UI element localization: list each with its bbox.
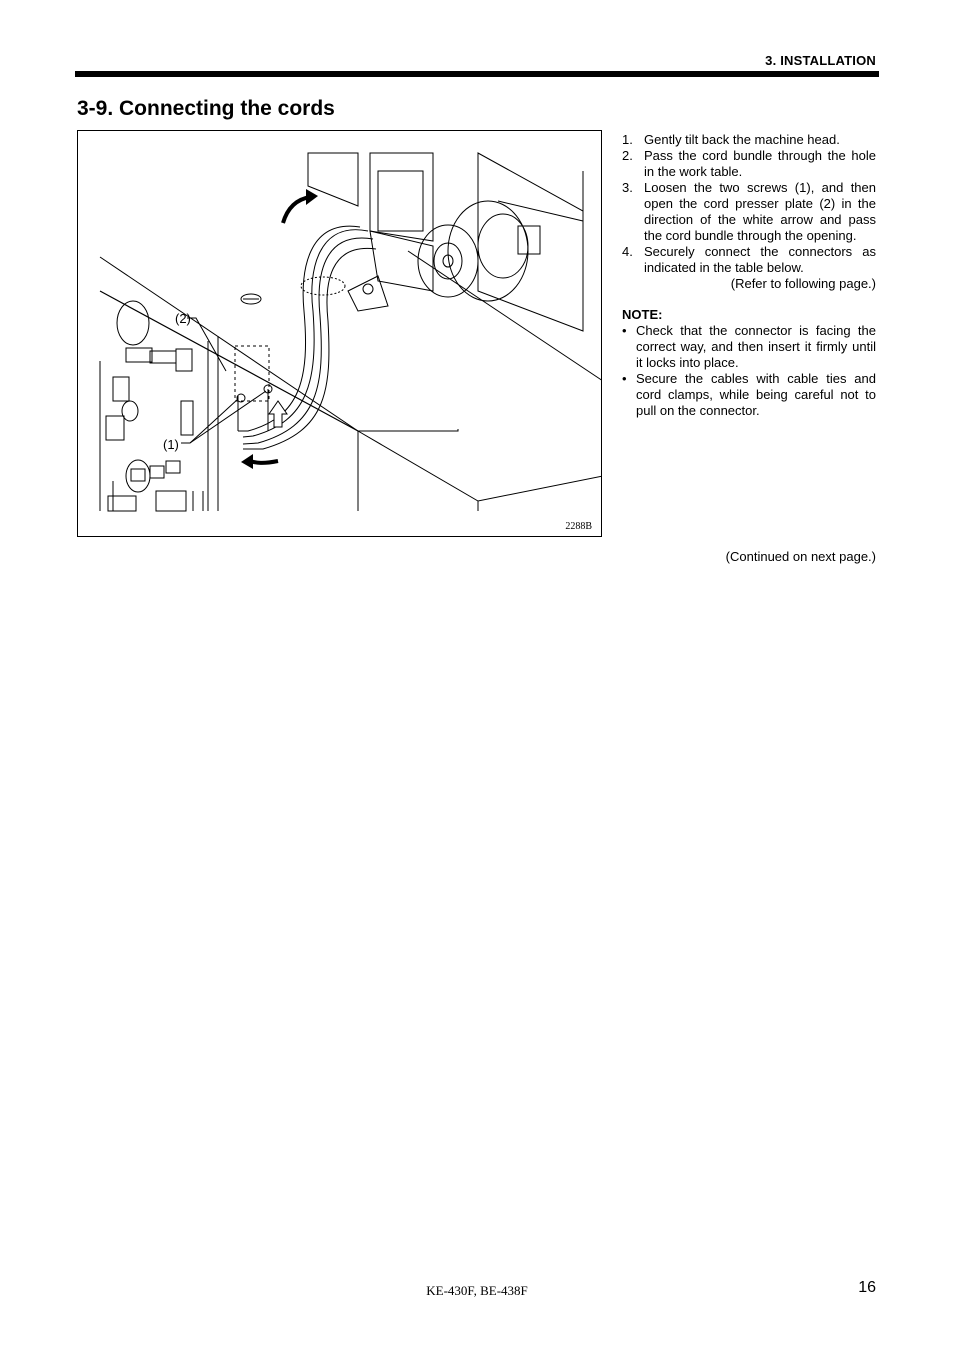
step-text: Gently tilt back the machine head. <box>644 132 840 147</box>
step-text: Loosen the two screws (1), and then open the cord presser plate (2) in the direction of the white arrow and pass the cord bundle through the opening. <box>644 180 876 243</box>
step-number: 2. <box>622 148 633 163</box>
bullet-icon: • <box>622 371 627 386</box>
footer-model: KE-430F, BE-438F <box>426 1283 528 1298</box>
note-title: NOTE: <box>622 307 663 322</box>
figure-id: 2288B <box>565 521 592 532</box>
steps-list <box>622 132 876 276</box>
page-number: 16 <box>858 1279 876 1296</box>
header-section-label: 3. INSTALLATION <box>765 53 876 68</box>
note-text: Check that the connector is facing the correct way, and then insert it firmly until it locks into place. <box>636 323 876 370</box>
step-number: 1. <box>622 132 633 147</box>
note-text: Secure the cables with cable ties and cord clamps, while being careful not to pull on the connector. <box>636 371 876 418</box>
header-rule <box>75 71 879 77</box>
instructions-column <box>622 132 876 419</box>
page-title: 3-9. Connecting the cords <box>77 97 335 120</box>
figure <box>77 130 602 537</box>
step-item <box>622 244 876 276</box>
step-number: 4. <box>622 244 633 259</box>
callout-1-label: (1) <box>163 437 179 452</box>
bullet-icon: • <box>622 323 627 338</box>
step-item <box>622 148 876 180</box>
cord-connection-illustration <box>78 131 602 537</box>
refer-text: (Refer to following page.) <box>730 276 876 291</box>
note-item <box>622 371 876 419</box>
step-number: 3. <box>622 180 633 195</box>
note-item <box>622 323 876 371</box>
notes-list <box>622 323 876 419</box>
continued-text: (Continued on next page.) <box>725 549 876 564</box>
step-text: Pass the cord bundle through the hole in the work table. <box>644 148 876 179</box>
step-item <box>622 180 876 244</box>
callout-2-label: (2) <box>175 311 191 326</box>
step-item <box>622 132 876 148</box>
step-text: Securely connect the connectors as indicated in the table below. <box>644 244 876 275</box>
